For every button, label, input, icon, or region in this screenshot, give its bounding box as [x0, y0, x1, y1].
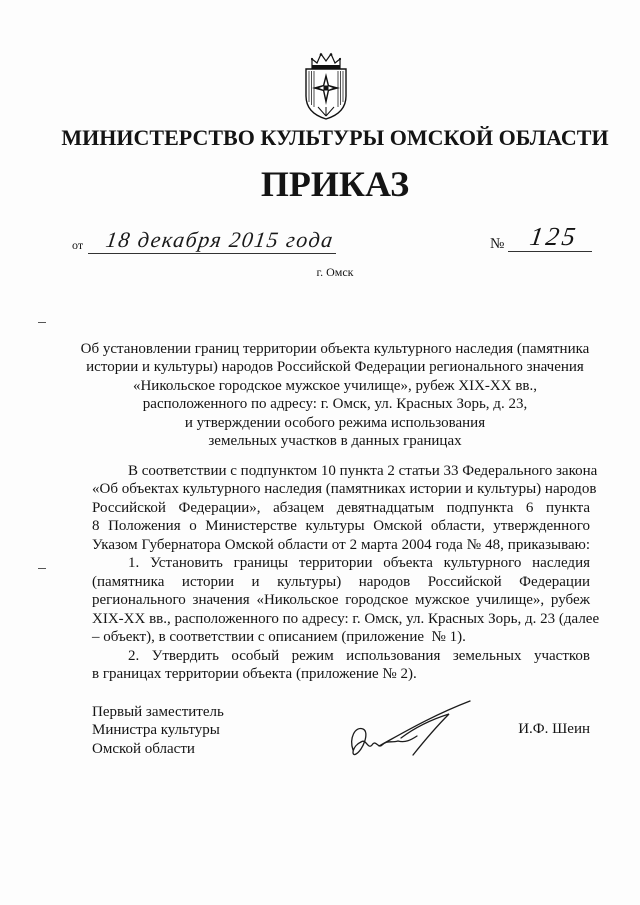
body-line: XIX-XX вв., расположенного по адресу: г. Омск, ул. Красных Зорь, д. 23 (далее: [92, 610, 600, 627]
document-type-title: ПРИКАЗ: [260, 164, 410, 204]
date-from-label: от: [72, 238, 84, 252]
handwritten-number: 125: [528, 222, 581, 251]
subject-line: расположенного по адресу: г. Омск, ул. Красных Зорь, д. 23,: [142, 396, 528, 413]
subject-line: «Никольское городское мужское училище», рубеж XIX-XX вв.,: [132, 377, 538, 394]
signatory-position: [92, 703, 224, 759]
handwritten-date: 18 декабря 2015 года: [104, 227, 336, 252]
subject-line: и утверждении особого режима использования: [184, 414, 486, 431]
body-line: регионального значения «Никольское городское мужское училище», рубеж: [92, 592, 590, 608]
body-line: (памятника истории и культуры) народов Российской Федерации: [92, 573, 590, 590]
body-line: 8 Положения о Министерстве культуры Омской области, утвержденного: [92, 518, 590, 534]
body-line: Указом Губернатора Омской области от 2 марта 2004 года № 48, приказываю:: [92, 536, 590, 553]
signatory-position-line: Первый заместитель: [92, 703, 224, 720]
body-line: – объект), в соответствии с описанием (приложение № 1).: [92, 629, 466, 645]
ministry-title: МИНИСТЕРСТВО КУЛЬТУРЫ ОМСКОЙ ОБЛАСТИ: [61, 125, 609, 150]
body-line: 2. Утвердить особый режим использования земельных участков: [128, 647, 590, 664]
preamble-paragraph: [92, 462, 598, 555]
order-subject: [80, 340, 590, 452]
item-1-paragraph: [92, 554, 600, 647]
date-underline: [88, 253, 336, 254]
item-2-paragraph: [92, 647, 590, 684]
subject-line: истории и культуры) народов Российской Федерации регионального значения: [86, 359, 584, 376]
coat-of-arms-icon: [302, 52, 350, 120]
margin-mark: [38, 322, 46, 323]
body-line: «Об объектах культурного наследия (памятниках истории и культуры) народов: [92, 481, 597, 497]
subject-line: Об установлении границ территории объекта культурного наследия (памятника: [80, 340, 590, 357]
place-of-issue: г. Омск: [316, 265, 354, 279]
number-label: №: [490, 236, 505, 252]
number-underline: [508, 251, 592, 252]
body-line: в границах территории объекта (приложение № 2).: [92, 666, 417, 682]
signatory-name: И.Ф. Шеин: [518, 721, 590, 737]
signatory-position-line: Министра культуры: [92, 722, 220, 738]
body-line: Российской Федерации», абзацем девятнадцатым подпункта 6 пункта: [92, 499, 590, 516]
body-line: 1. Установить границы территории объекта культурного наследия: [128, 555, 590, 571]
margin-mark: [38, 568, 46, 569]
body-line: В соответствии с подпунктом 10 пункта 2 статьи 33 Федерального закона: [128, 462, 598, 479]
order-body: [92, 462, 600, 684]
subject-line: земельных участков в данных границах: [208, 433, 462, 450]
handwritten-signature: [343, 696, 473, 766]
signatory-position-line: Омской области: [92, 740, 195, 757]
